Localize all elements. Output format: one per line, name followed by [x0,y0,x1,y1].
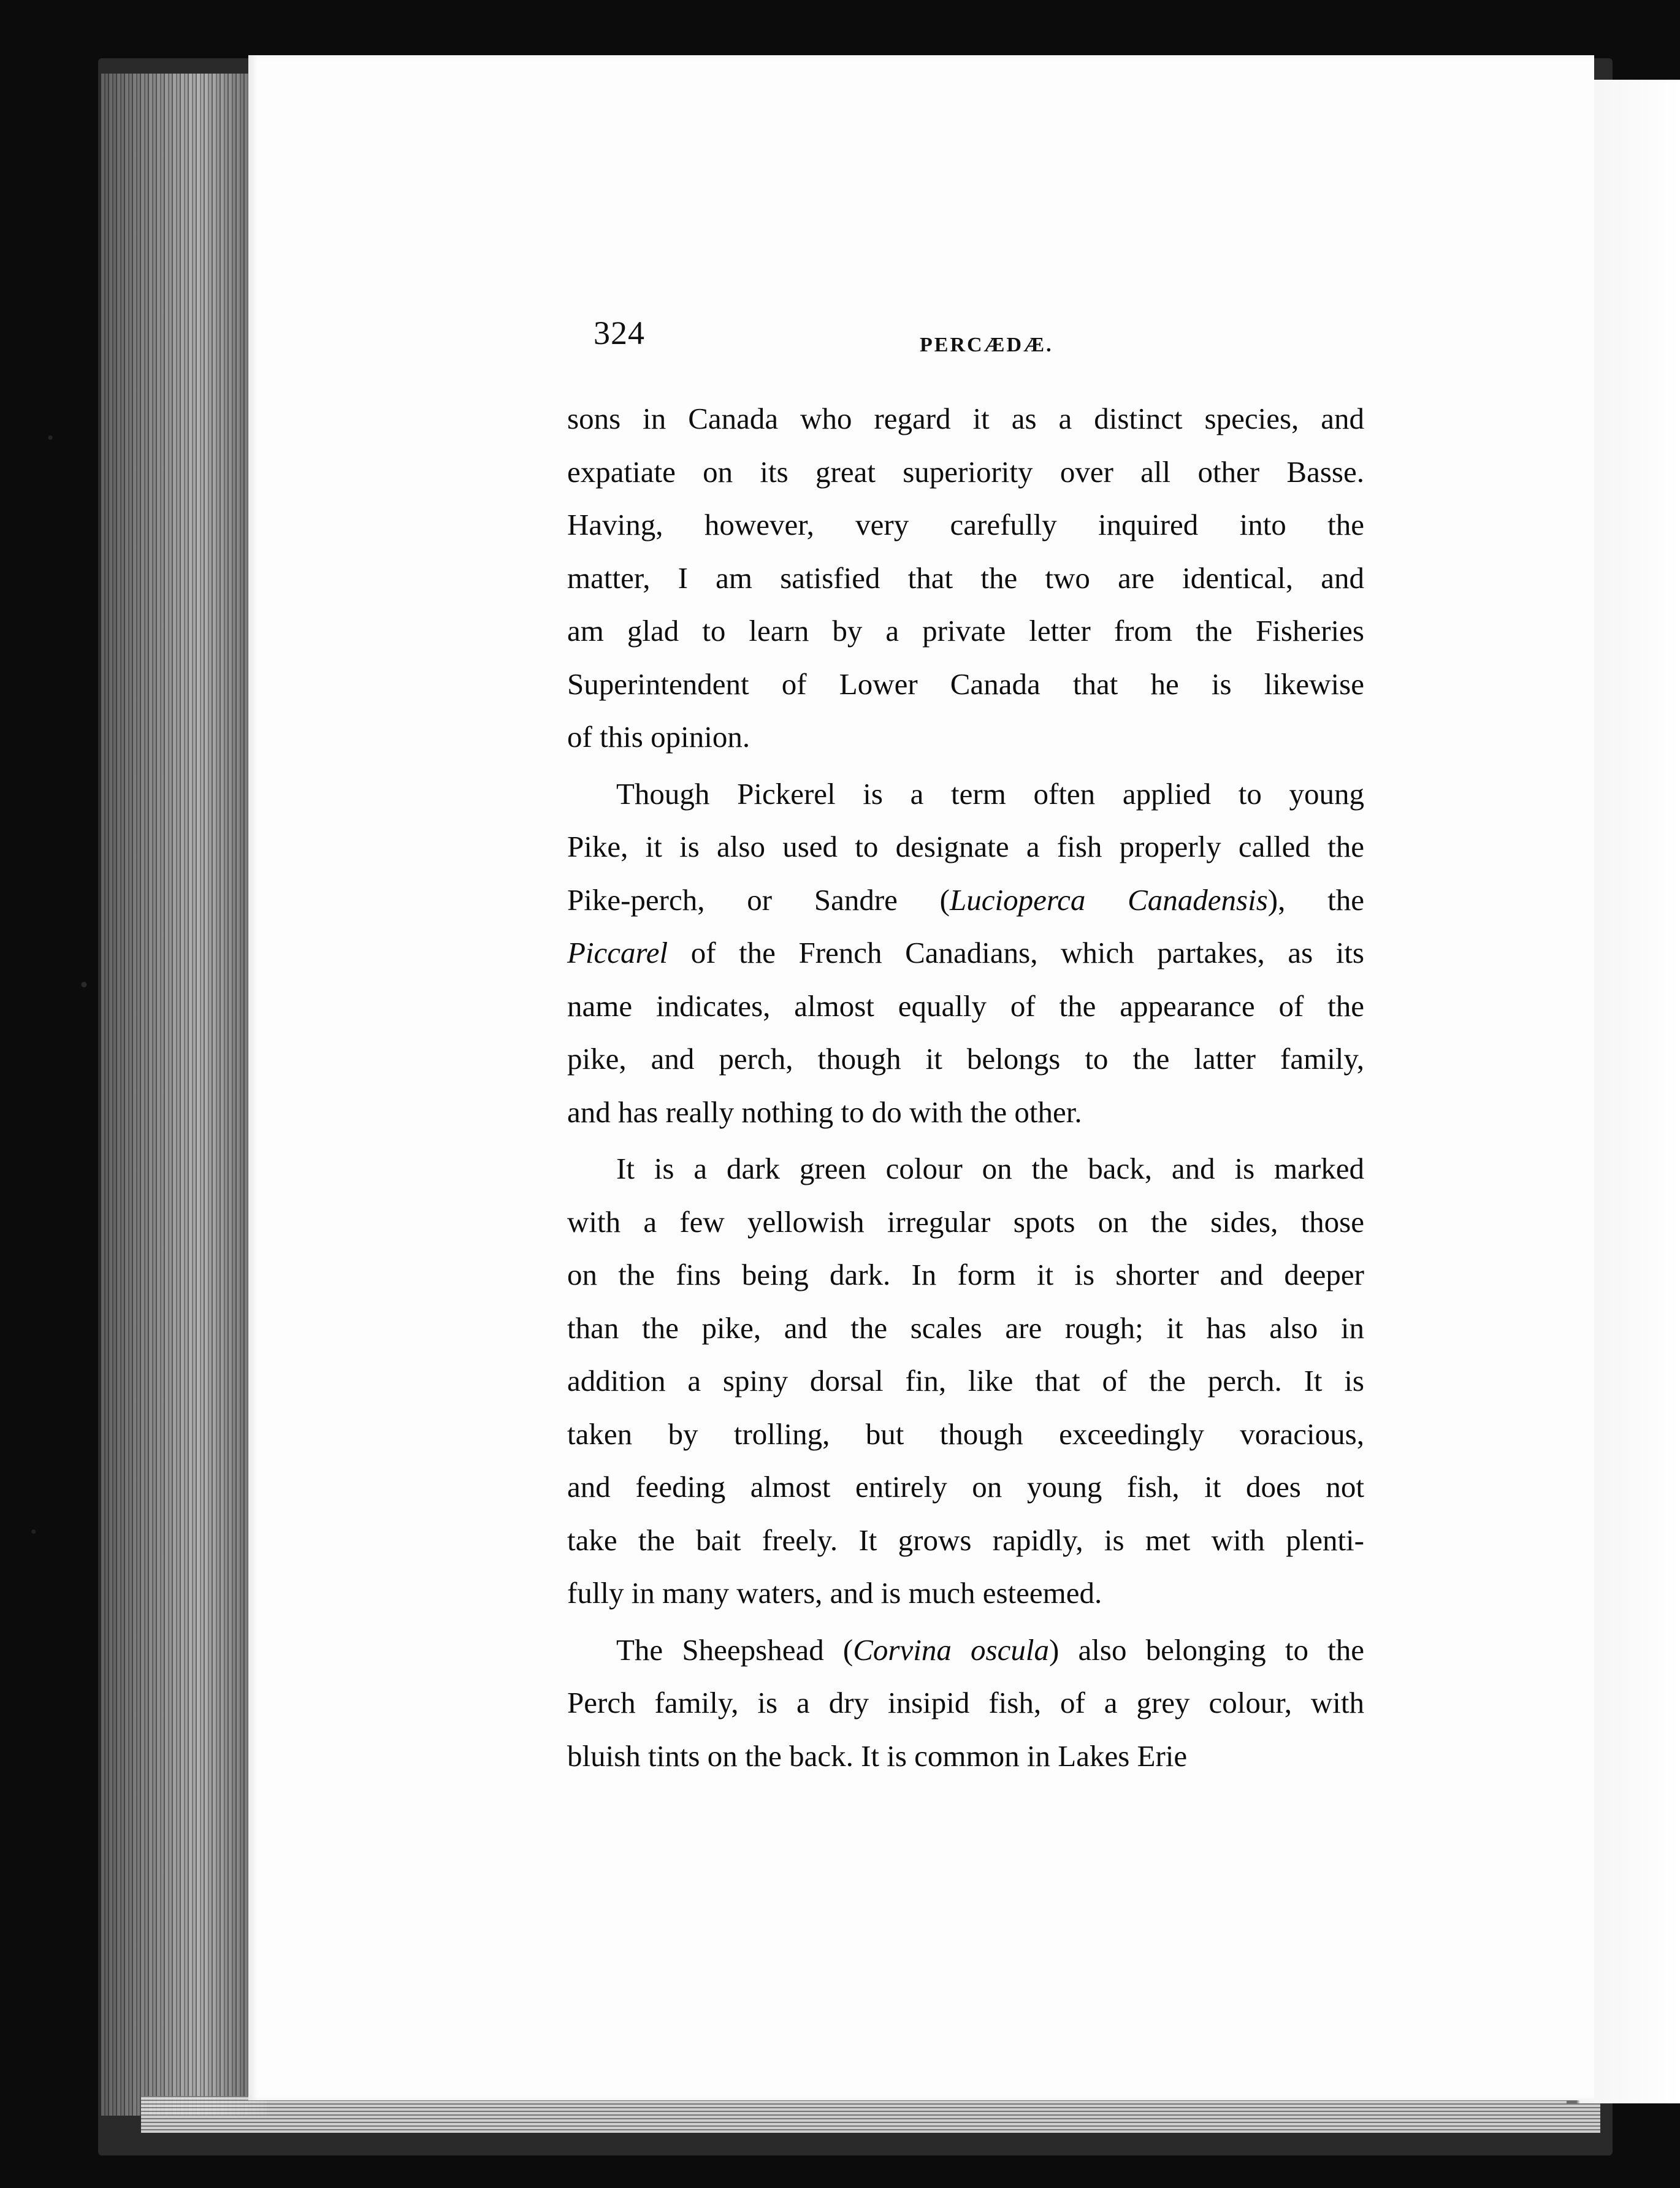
text-line: Perch family, is a dry insipid fish, of a grey colour, with [567,1686,1364,1719]
text-line: Pike, it is also used to designate a fish properly called the [567,830,1364,863]
italic-term: Piccarel [567,936,668,970]
text-line: expatiate on its great superiority over all other Basse. [567,454,1364,489]
text-line: than the pike, and the scales are rough; it has also in [567,1310,1364,1345]
text-line: taken by trolling, but though exceedingly voracious, [567,1417,1364,1451]
paragraph [567,392,1364,764]
text-run: of the French Canadians, which partakes, as its [668,936,1364,970]
text-line: addition a spiny dorsal fin, like that of the perch. It is [567,1364,1364,1398]
text-line: bluish tints on the back. It is common in Lakes Erie [567,1739,1188,1773]
text-run: ) also belonging to the [1049,1632,1365,1667]
running-title: PERCÆDÆ. [920,334,1053,356]
text-line: Though Pickerel is a term often applied to young [616,776,1364,811]
text-line: Superintendent of Lower Canada that he is likewise [567,667,1364,701]
text-line: It is a dark green colour on the back, and is marked [616,1152,1364,1185]
text-line: fully in many waters, and is much esteemed. [567,1576,1102,1610]
text-line: Having, however, very carefully inquired into the [567,508,1364,541]
text-line: and has really nothing to do with the other. [567,1095,1082,1129]
text-line: with a few yellowish irregular spots on the sides, those [567,1204,1364,1239]
page-edges-bottom [141,2096,1600,2133]
text-line: sons in Canada who regard it as a distinct species, and [567,402,1364,435]
italic-term: Corvina oscula [853,1632,1049,1667]
text-line: name indicates, almost equally of the appearance of the [567,989,1364,1023]
text-line: on the fins being dark. In form it is shorter and deeper [567,1258,1364,1291]
paragraph [567,1142,1364,1620]
text-run: The Sheepshead ( [616,1632,853,1667]
text-run: Pike-perch, or Sandre ( [567,882,950,917]
page-number: 324 [594,315,645,351]
text-line [567,1624,1364,1677]
text-line [567,874,1364,927]
text-line: pike, and perch, though it belongs to the latter family, [567,1042,1364,1076]
text-line: and feeding almost entirely on young fish, it does not [567,1470,1364,1504]
text-line: matter, I am satisfied that the two are identical, and [567,560,1364,595]
text-line [567,927,1364,980]
paragraph [567,768,1364,1139]
body-text [567,392,1364,1783]
page-edges-shade [101,74,267,2116]
text-line: of this opinion. [567,720,750,754]
text-run: ), the [1267,882,1364,917]
italic-term: Lucioperca Canadensis [949,882,1268,917]
paragraph [567,1624,1364,1783]
text-line: take the bait freely. It grows rapidly, is met with plenti- [567,1523,1364,1557]
text-line: am glad to learn by a private letter from the Fisheries [567,614,1364,648]
